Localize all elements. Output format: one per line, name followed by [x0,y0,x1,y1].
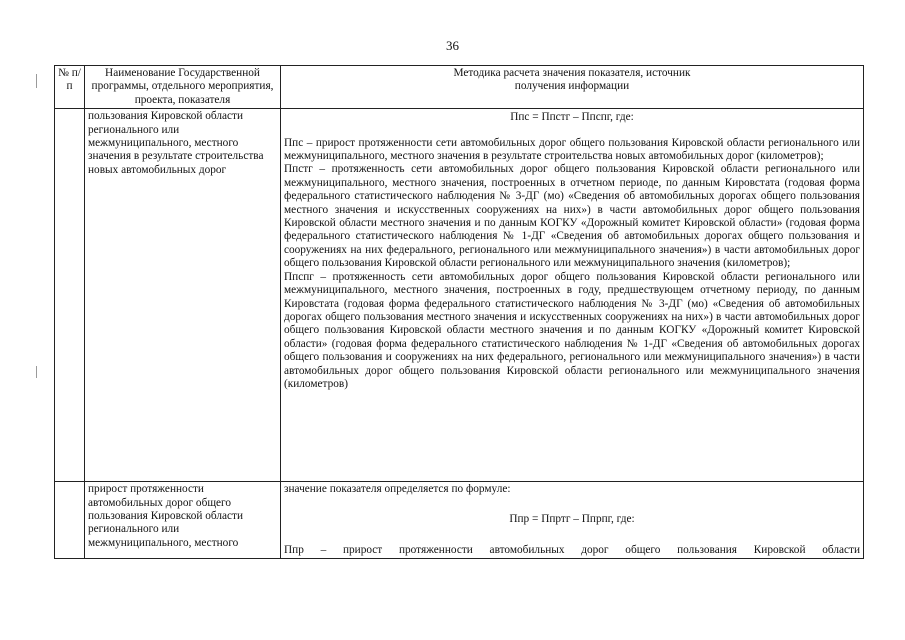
formula-intro: значение показателя определяется по формуле: [284,483,511,496]
header-name: Наименование Государственной программы, отдельного мероприятия, проекта, показателя [85,66,281,109]
table-row [55,109,864,482]
formula: Ппс = Ппстг – Ппспг, где: [510,111,634,124]
row-number [55,482,85,559]
page-number: 36 [446,38,459,53]
method-description [281,482,864,559]
table-header-row [55,66,864,109]
method-description [281,109,864,482]
methodology-table [54,65,864,559]
definition-paragraph: Ппс – прирост протяженности сети автомобильных дорог общего пользования Кировской области регионального или межмуниципального, местного значения в результате строительства новых автомобильных дорог (километров); [284,136,860,163]
definition-paragraph: Ппр – прирост протяженности автомобильных дорог общего пользования Кировской области [284,544,860,557]
indicator-name: пользования Кировской области регионального или межмуниципального, местного значения в результате строительства новых автомобильных дорог [85,109,281,482]
indicator-name: прирост протяженности автомобильных дорог общего пользования Кировской области регионального или межмуниципального, местного [85,482,281,559]
header-method [281,66,864,109]
margin-tick-mark [36,74,37,88]
definition-paragraph: Ппстг – протяженность сети автомобильных дорог общего пользования Кировской области регионального или межмуниципального, местного значения, построенных в отчетном периоде, по данным Кировстата (годовая форма федерального статистического наблюдения № 3-ДГ (мо) «Сведения об автомобильных дорогах общего пользования местного значения и искусственных сооружениях на них») в части автомобильных дорог общего пользования Кировской области местного значения и по данным КОГКУ «Дорожный комитет Кировской области» (годовая форма федерального статистического наблюдения № 1-ДГ «Сведения об автомобильных дорогах общего пользования и сооружениях на них федерального, регионального или межмуниципального значения») в части автомобильных дорог общего пользования Кировской области регионального или межмуниципального значения (километров); [284,163,860,270]
table-row [55,482,864,559]
header-method-text: Методика расчета значения показателя, источник получения информации [453,67,691,93]
definition-paragraph: Ппспг – протяженность сети автомобильных дорог общего пользования Кировской области регионального или межмуниципального, местного значения, построенных в году, предшествующем отчетному периоду, по данным Кировстата (годовая форма федерального статистического наблюдения № 3-ДГ (мо) «Сведения об автомобильных дорогах общего пользования местного значения и искусственных сооружениях на них») в части автомобильных дорог общего пользования Кировской области местного значения и по данным КОГКУ «Дорожный комитет Кировской области» (годовая форма федерального статистического наблюдения № 1-ДГ «Сведения об автомобильных дорогах общего пользования и сооружениях на них федерального, регионального или межмуниципального значения») в части автомобильных дорог общего пользования Кировской области регионального или межмуниципального значения (километров) [284,270,860,390]
row-number [55,109,85,482]
formula: Ппр = Ппртг – Ппрпг, где: [509,512,635,525]
header-number: № п/п [55,66,85,109]
margin-tick-mark [36,366,37,378]
